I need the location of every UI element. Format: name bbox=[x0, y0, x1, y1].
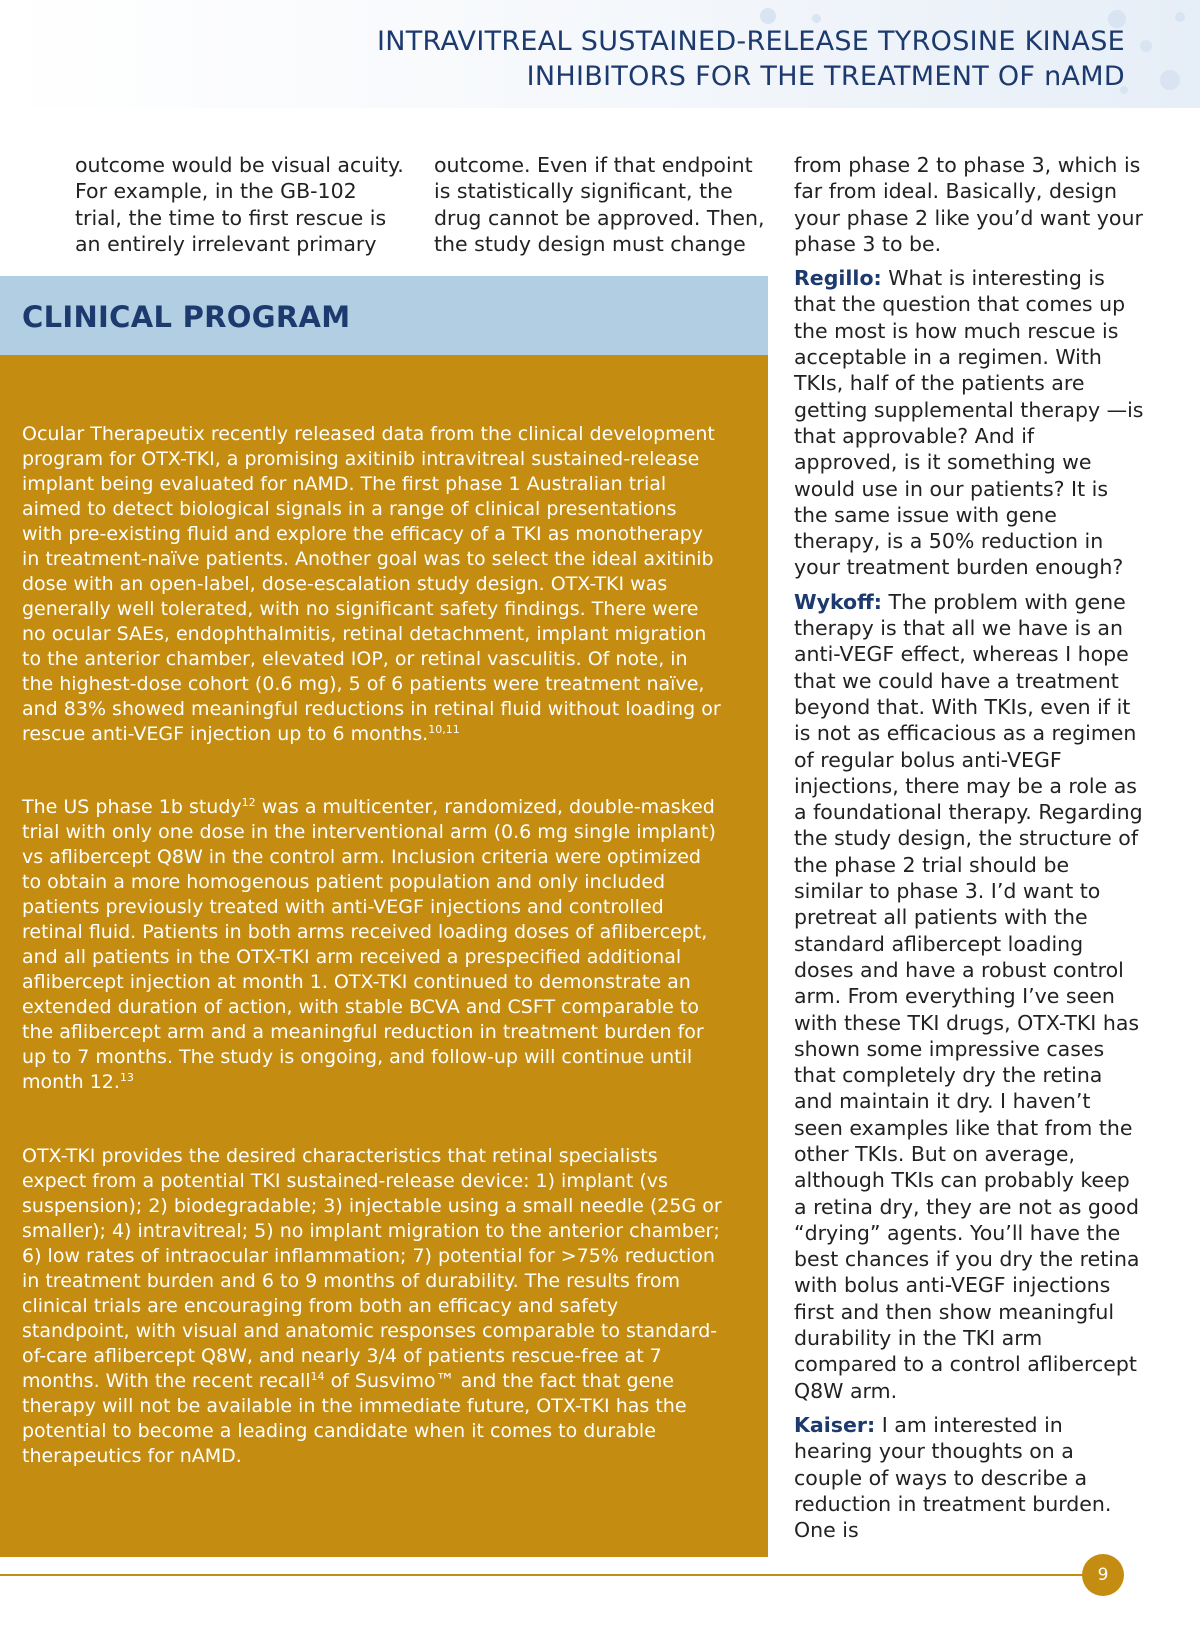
speaker-paragraph bbox=[794, 1412, 1144, 1543]
page-header-title bbox=[377, 24, 1125, 94]
speaker-name: Wykoff: bbox=[794, 589, 882, 614]
footer-divider bbox=[0, 1574, 1090, 1576]
top-column-1-text: outcome would be visual acuity. For example, in the GB-102 trial, the time to first rescue is an entirely irrelevant primary bbox=[75, 153, 404, 256]
speaker-name: Regillo: bbox=[794, 266, 882, 291]
reference-superscript: 14 bbox=[310, 1370, 325, 1383]
clinical-paragraph-2-text-a: The US phase 1b study bbox=[22, 796, 242, 818]
decorative-dot bbox=[1175, 12, 1185, 22]
decorative-dot bbox=[760, 8, 776, 24]
right-column bbox=[794, 152, 1144, 1551]
right-column-intro: from phase 2 to phase 3, which is far from ideal. Basically, design your phase 2 like you’d want your phase 3 to be. bbox=[794, 153, 1143, 256]
clinical-paragraph-1-text: Ocular Therapeutix recently released data from the clinical development program for OTX-TKI, a promising axitinib intravitreal sustained-release implant being evaluated for nAMD. The first phase 1 Australian trial aimed to detect biological signals in a range of clinical presentations with pre-existing fluid and explore the efficacy of a TKI as monotherapy in treatment-naïve patients. Another goal was to select the ideal axitinib dose with an open-label, dose-escalation study design. OTX-TKI was generally well tolerated, with no significant safety findings. There were no ocular SAEs, endophthalmitis, retinal detachment, implant migration to the anterior chamber, elevated IOP, or retinal vasculitis. Of note, in the highest-dose cohort (0.6 mg), 5 of 6 patients were treatment naïve, and 83% showed meaningful reductions in retinal fluid without loading or rescue anti-VEGF injection up to 6 months. bbox=[22, 423, 721, 745]
header-title-line-2: INHIBITORS FOR THE TREATMENT OF nAMD bbox=[526, 61, 1125, 92]
clinical-program-heading: CLINICAL PROGRAM bbox=[22, 300, 351, 334]
decorative-dot bbox=[1160, 70, 1180, 90]
clinical-paragraph-2-text-b: was a multicenter, randomized, double-masked trial with only one dose in the interventional arm (0.6 mg single implant) vs aflibercept Q8W in the control arm. Inclusion criteria were optimized to obtain a more homogenous patient population and only included patients previously treated with anti-VEGF injections and controlled retinal fluid. Patients in both arms received loading doses of aflibercept, and all patients in the OTX-TKI arm received a prespecified additional aflibercept injection at month 1. OTX-TKI continued to demonstrate an extended duration of action, with stable BCVA and CSFT comparable to the aflibercept arm and a meaningful reduction in treatment burden for up to 7 months. The study is ongoing, and follow-up will continue until month 12. bbox=[22, 796, 716, 1093]
speaker-name: Kaiser: bbox=[794, 1412, 876, 1437]
clinical-program-heading-band bbox=[0, 276, 768, 355]
speaker-text: The problem with gene therapy is that all we have is an anti-VEGF effect, whereas I hope that we could have a treatment beyond that. With TKIs, even if it is not as efficacious as a regimen of regular bolus anti-VEGF injections, there may be a role as a foundational therapy. Regarding the study design, the structure of the phase 2 trial should be similar to phase 3. I’d want to pretreat all patients with the standard aflibercept loading doses and have a robust control arm. From everything I’ve seen with these TKI drugs, OTX-TKI has shown some impressive cases that completely dry the retina and maintain it dry. I haven’t seen examples like that from the other TKIs. But on average, although TKIs can probably keep a retina dry, they are not as good “drying” agents. You’ll have the best chances if you dry the retina with bolus anti-VEGF injections first and then show meaningful durability in the TKI arm compared to a control aflibercept Q8W arm. bbox=[794, 589, 1143, 1403]
decorative-dot bbox=[812, 14, 821, 23]
clinical-paragraph-2 bbox=[22, 795, 722, 1095]
speaker-paragraph bbox=[794, 265, 1144, 581]
reference-superscript: 12 bbox=[241, 796, 256, 809]
clinical-paragraph-3 bbox=[22, 1144, 722, 1469]
speaker-paragraph bbox=[794, 589, 1144, 1404]
clinical-program-box bbox=[0, 355, 768, 1557]
speaker-text: I am interested in hearing your thoughts on a couple of ways to describe a reduction in treatment burden. One is bbox=[794, 1412, 1112, 1543]
reference-superscript: 13 bbox=[119, 1071, 134, 1084]
reference-superscript: 10,11 bbox=[428, 723, 460, 736]
clinical-paragraph-3-text-b: of Susvimo™ and the fact that gene therapy will not be available in the immediate future, OTX-TKI has the potential to become a leading candidate when it comes to durable therapeutics for nAMD. bbox=[22, 1370, 687, 1467]
header-band bbox=[0, 0, 1200, 108]
page-number-badge: 9 bbox=[1082, 1554, 1124, 1596]
top-column-2-text: outcome. Even if that endpoint is statistically significant, the drug cannot be approved. Then, the study design must change bbox=[434, 153, 765, 256]
header-title-line-1: INTRAVITREAL SUSTAINED-RELEASE TYROSINE KINASE bbox=[376, 26, 1125, 57]
decorative-dot bbox=[1140, 40, 1152, 52]
clinical-paragraph-1 bbox=[22, 422, 722, 747]
speaker-text: What is interesting is that the question that comes up the most is how much rescue is acceptable in a regimen. With TKIs, half of the patients are getting supplemental therapy —is that approvable? And if approved, is it something we would use in our patients? It is the same issue with gene therapy, is a 50% reduction in your treatment burden enough? bbox=[794, 266, 1144, 580]
clinical-paragraph-3-text-a: OTX-TKI provides the desired characteristics that retinal specialists expect from a potential TKI sustained-release device: 1) implant (vs suspension); 2) biodegradable; 3) injectable using a small needle (25G or smaller); 4) intravitreal; 5) no implant migration to the anterior chamber; 6) low rates of intraocular inflammation; 7) potential for >75% reduction in treatment burden and 6 to 9 months of durability. The results from clinical trials are encouraging from both an efficacy and safety standpoint, with visual and anatomic responses comparable to standard-of-care aflibercept Q8W, and nearly 3/4 of patients rescue-free at 7 months. With the recent recall bbox=[22, 1145, 722, 1392]
